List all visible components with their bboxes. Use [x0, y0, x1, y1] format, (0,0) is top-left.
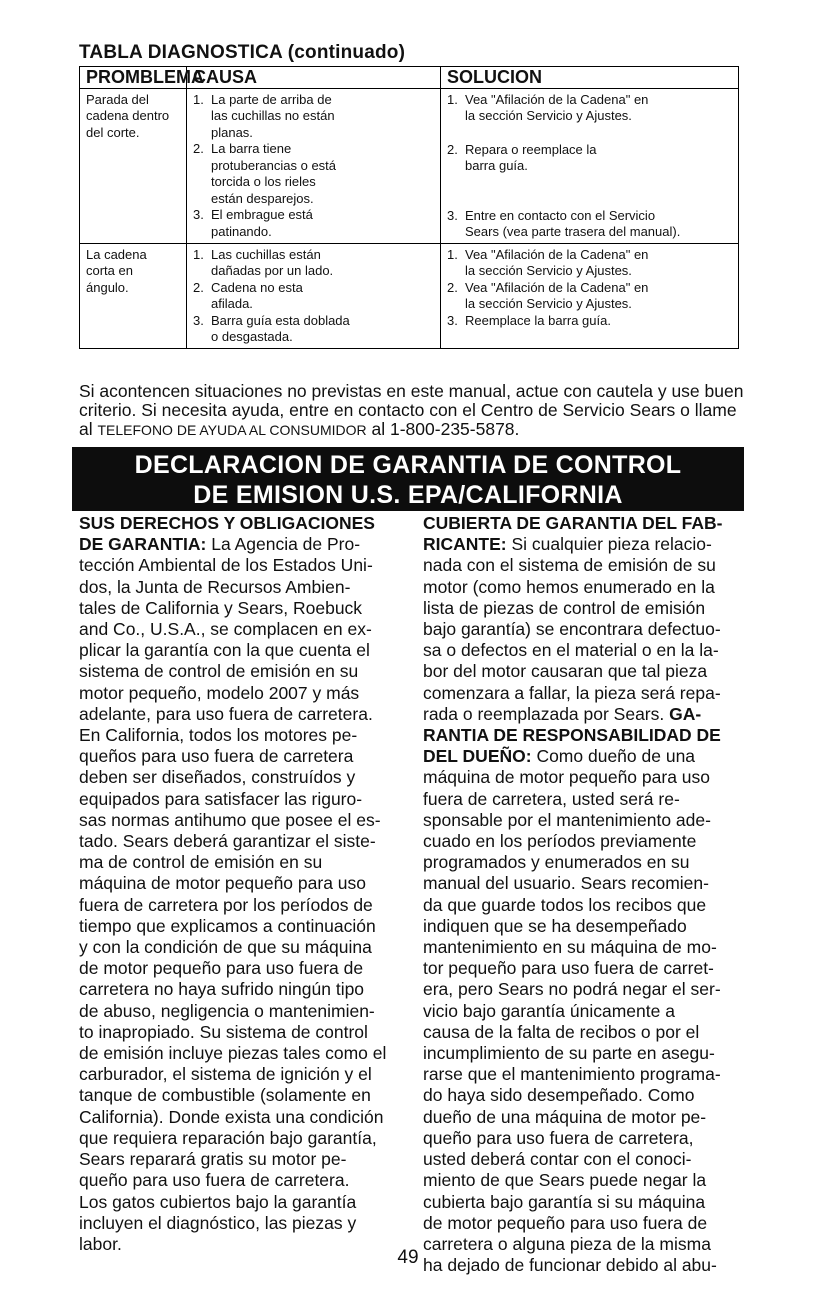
- help-note: Si acontencen situaciones no previstas en este manual, actue con cautela y use buen criterio. Si necesita ayuda, entre en contacto con el Centro de Servicio Sears o llame al TELEFONO DE AYUDA AL CONSUMIDOR al 1-800-235-5878.: [79, 381, 744, 439]
- cause-cell: [187, 88, 441, 243]
- diagnostic-table: [79, 66, 739, 349]
- manufacturer-warranty-column: [423, 513, 768, 1276]
- owner-heading: GA- RANTIA DE RESPONSABILIDAD DE DEL DUEÑO:: [423, 703, 721, 767]
- cause-item: 1. La parte de arriba de las cuchillas no están planas.: [193, 91, 335, 140]
- owner-body: Como dueño de una máquina de motor pequeño para uso fuera de carretera, usted será re- sponsable por el mantenimiento ade- cuado en los períodos previamente programados y enumerados en su manual del usuario. Sears recomien- da que guarde todos los recibos que indiquen que se ha desempeñado mantenimiento en su máquina de mo- tor pequeño para uso fuera de carret- era, pero Sears no podrá negar el ser- vicio bajo garantía únicamente a causa de la falta de recibos o por el incumplimiento de su parte en asegu- rarse que el mantenimiento programa- do haya sido desempeñado. Como dueño de una máquina de motor pe- queño para uso fuera de carretera, usted deberá contar con el conoci- miento de que Sears puede negar la cubierta bajo garantía si su máquina de motor pequeño para uso fuera de carretera o alguna pieza de la misma ha dejado de funcionar debido al abu-: [423, 746, 721, 1276]
- cause-item: 2. Cadena no esta afilada.: [193, 279, 303, 311]
- rights-body: La Agencia de Pro- tección Ambiental de los Estados Uni- dos, la Junta de Recursos Ambien- tales de California y Sears, Roebuck and Co., U.S.A., se complacen en ex- plicar la garantía con la que cuenta el sistema de control de emisión en su motor pequeño, modelo 2007 y más adelante, para uso fuera de carretera. En California, todos los motores pe- queños para uso fuera de carretera deben ser diseñados, construídos y equipados para satisfacer las riguro- sas normas antihumo que posee el es- tado. Sears deberá garantizar el siste- ma de control de emisión en su máquina de motor pequeño para uso fuera de carretera por los períodos de tiempo que explicamos a continuación y con la condición de que su máquina de motor pequeño para uso fuera de carretera no haya sufrido ningún tipo de abuso, negligencia o mantenimien- to inapropiado. Su sistema de control de emisión incluye piezas tales como el carburador, el sistema de ignición y el tanque de combustible (solamente en California). Donde exista una condición que requiera reparación bajo garantía, Sears reparará gratis su motor pe- queño para uso fuera de carretera. Los gatos cubiertos bajo la garantía incluyen el diagnóstico, las piezas y labor.: [79, 534, 387, 1254]
- solution-item: 2. Vea "Afilación de la Cadena" en la sección Servicio y Ajustes.: [447, 279, 649, 311]
- cause-item: 1. Las cuchillas están dañadas por un lado.: [193, 246, 334, 278]
- solution-cell: [441, 243, 739, 348]
- problem-cell: La cadena corta en ángulo.: [80, 243, 187, 348]
- warranty-banner: [72, 447, 744, 511]
- table-row: [80, 88, 739, 243]
- solution-item: 3. Reemplace la barra guía.: [447, 312, 611, 328]
- consumer-phone-label: TELEFONO DE AYUDA AL CONSUMIDOR: [97, 422, 367, 438]
- page-number: 49: [397, 1247, 419, 1268]
- table-header-row: [80, 67, 739, 89]
- cause-item: 3. El embrague está patinando.: [193, 207, 313, 239]
- problem-cell: Parada del cadena dentro del corte.: [80, 88, 187, 243]
- banner-line-1: DECLARACION DE GARANTIA DE CONTROL: [134, 451, 682, 479]
- cause-item: 2. La barra tiene protuberancias o está torcida o los rieles están desparejos.: [193, 141, 337, 206]
- solution-item: 1. Vea "Afilación de la Cadena" en la sección Servicio y Ajustes.: [447, 246, 649, 278]
- diagnostic-table-title: TABLA DIAGNOSTICA (continuado): [79, 42, 406, 63]
- header-solution: SOLUCION: [441, 67, 739, 89]
- rights-heading: SUS DERECHOS Y OBLIGACIONES DE GARANTIA:: [79, 513, 375, 555]
- cause-item: 3. Barra guía esta doblada o desgastada.: [193, 312, 350, 344]
- header-cause: CAUSA: [187, 67, 441, 89]
- banner-line-2: DE EMISION U.S. EPA/CALIFORNIA: [193, 481, 623, 509]
- manufacturer-body: Si cualquier pieza relacio- nada con el sistema de emisión de su motor (como hemos enumerado en la lista de piezas de control de emisión bajo garantía) se encontrara defectuo- sa o defectos en el material o en la la- bor del motor causaran que tal pieza comenzara a fallar, la pieza será repa- rada o reemplazada por Sears.: [423, 534, 721, 724]
- cause-cell: [187, 243, 441, 348]
- solution-cell: [441, 88, 739, 243]
- manufacturer-heading: CUBIERTA DE GARANTIA DEL FAB- RICANTE:: [423, 513, 723, 555]
- rights-obligations-column: [79, 513, 424, 1255]
- solution-item: 1. Vea "Afilación de la Cadena" en la sección Servicio y Ajustes.: [447, 91, 649, 123]
- solution-item: 2. Repara o reemplace la barra guía.: [447, 141, 597, 173]
- header-problem: PROMBLEMA: [80, 67, 187, 89]
- solution-item: 3. Entre en contacto con el Servicio Sears (vea parte trasera del manual).: [447, 207, 681, 239]
- table-row: [80, 243, 739, 348]
